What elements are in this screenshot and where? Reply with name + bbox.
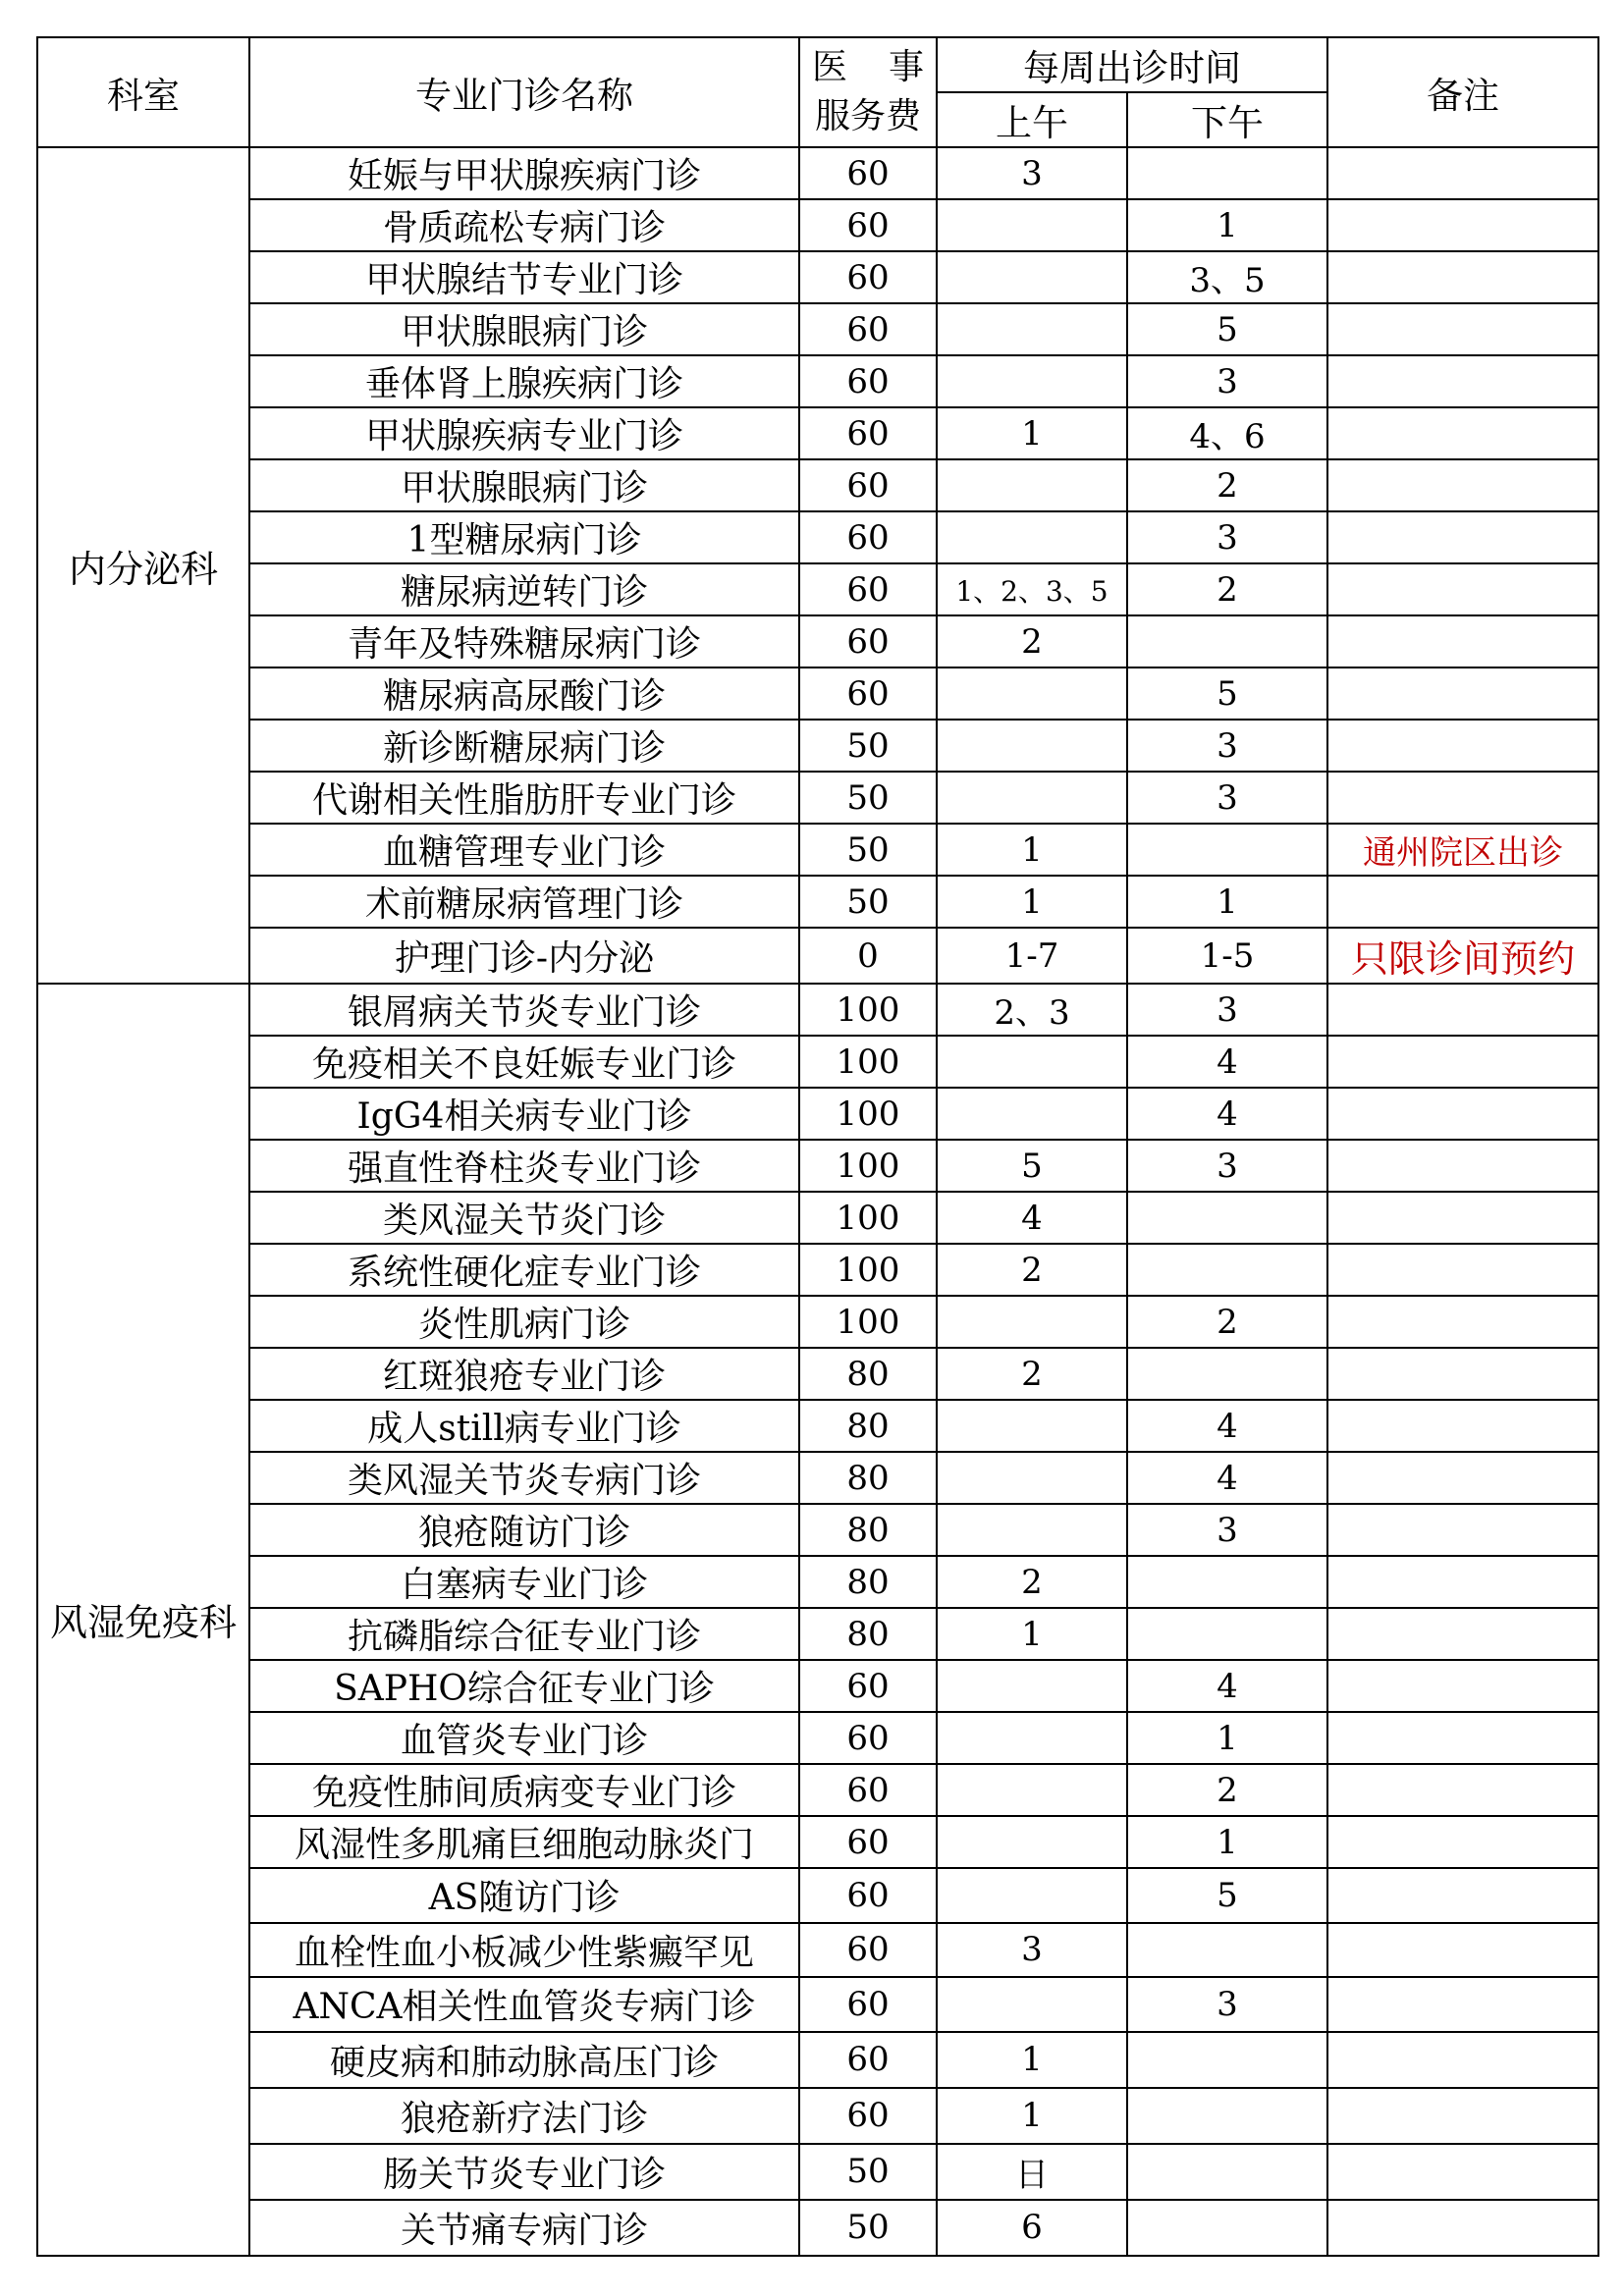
service-fee-cell: 50 [799,720,937,772]
clinic-name-cell: 银屑病关节炎专业门诊 [249,984,799,1036]
morning-cell: 5 [937,1140,1127,1192]
table-row [37,407,1598,459]
morning-cell: 日 [937,2144,1127,2200]
service-fee-cell: 60 [799,563,937,615]
service-fee-cell: 60 [799,147,937,199]
afternoon-cell: 3 [1127,984,1327,1036]
table-row [37,1504,1598,1556]
clinic-schedule-table [36,36,1599,2257]
note-cell [1327,720,1598,772]
service-fee-cell: 60 [799,1660,937,1712]
morning-cell: 6 [937,2200,1127,2256]
note-cell [1327,1660,1598,1712]
table-row [37,667,1598,720]
table-row [37,824,1598,876]
service-fee-cell: 60 [799,1868,937,1923]
morning-cell: 1 [937,407,1127,459]
clinic-name-cell: 青年及特殊糖尿病门诊 [249,615,799,667]
note-cell [1327,1400,1598,1452]
table-row [37,615,1598,667]
service-fee-cell: 100 [799,1140,937,1192]
clinic-name-cell: 系统性硬化症专业门诊 [249,1244,799,1296]
service-fee-cell: 50 [799,876,937,928]
afternoon-cell: 5 [1127,667,1327,720]
morning-cell [937,303,1127,355]
afternoon-cell: 4、6 [1127,407,1327,459]
table-row [37,355,1598,407]
morning-cell [937,1296,1127,1348]
morning-cell [937,1036,1127,1088]
afternoon-cell [1127,615,1327,667]
service-fee-cell: 60 [799,459,937,511]
clinic-name-cell: 护理门诊-内分泌 [249,928,799,984]
table-row [37,984,1598,1036]
morning-cell [937,459,1127,511]
service-fee-cell: 60 [799,1712,937,1764]
service-fee-cell: 60 [799,1923,937,1978]
note-cell [1327,2144,1598,2200]
morning-cell: 4 [937,1192,1127,1244]
note-cell [1327,407,1598,459]
morning-cell: 1、2、3、5 [937,563,1127,615]
afternoon-cell: 4 [1127,1088,1327,1140]
morning-cell: 2、3 [937,984,1127,1036]
table-row [37,1816,1598,1868]
note-cell [1327,147,1598,199]
table-row [37,1764,1598,1816]
clinic-name-cell: 新诊断糖尿病门诊 [249,720,799,772]
morning-cell [937,1816,1127,1868]
clinic-name-cell: 骨质疏松专病门诊 [249,199,799,251]
header-note: 备注 [1327,37,1598,147]
table-row [37,1348,1598,1400]
note-cell [1327,1036,1598,1088]
service-fee-cell: 50 [799,2200,937,2256]
service-fee-cell: 60 [799,2032,937,2088]
note-cell [1327,303,1598,355]
afternoon-cell: 2 [1127,459,1327,511]
table-row [37,2200,1598,2256]
clinic-name-cell: 1型糖尿病门诊 [249,511,799,563]
note-cell [1327,1764,1598,1816]
clinic-name-cell: IgG4相关病专业门诊 [249,1088,799,1140]
table-row [37,1868,1598,1923]
morning-cell: 1 [937,1608,1127,1660]
morning-cell [937,1660,1127,1712]
service-fee-cell: 60 [799,251,937,303]
service-fee-cell: 80 [799,1556,937,1608]
note-cell [1327,459,1598,511]
morning-cell [937,1452,1127,1504]
service-fee-cell: 60 [799,511,937,563]
afternoon-cell: 4 [1127,1400,1327,1452]
service-fee-cell: 100 [799,984,937,1036]
morning-cell: 2 [937,615,1127,667]
table-row [37,1192,1598,1244]
note-cell [1327,1923,1598,1978]
table-row [37,251,1598,303]
clinic-name-cell: 免疫性肺间质病变专业门诊 [249,1764,799,1816]
service-fee-cell: 60 [799,407,937,459]
note-cell [1327,199,1598,251]
note-cell [1327,876,1598,928]
table-row [37,511,1598,563]
table-row [37,2144,1598,2200]
morning-cell: 2 [937,1244,1127,1296]
note-cell [1327,2200,1598,2256]
clinic-name-cell: 红斑狼疮专业门诊 [249,1348,799,1400]
clinic-name-cell: 血管炎专业门诊 [249,1712,799,1764]
table-row [37,1556,1598,1608]
service-fee-cell: 80 [799,1504,937,1556]
service-fee-cell: 80 [799,1452,937,1504]
morning-cell [937,720,1127,772]
table-row [37,772,1598,824]
header-fee-line2: 服务费 [814,96,921,136]
note-cell: 通州院区出诊 [1327,824,1598,876]
afternoon-cell: 1 [1127,1816,1327,1868]
note-cell [1327,1504,1598,1556]
clinic-name-cell: 糖尿病逆转门诊 [249,563,799,615]
clinic-name-cell: 垂体肾上腺疾病门诊 [249,355,799,407]
note-cell [1327,1977,1598,2032]
afternoon-cell [1127,2032,1327,2088]
note-cell [1327,1140,1598,1192]
morning-cell [937,1400,1127,1452]
clinic-name-cell: 强直性脊柱炎专业门诊 [249,1140,799,1192]
clinic-name-cell: 免疫相关不良妊娠专业门诊 [249,1036,799,1088]
table-row [37,928,1598,984]
afternoon-cell [1127,2200,1327,2256]
service-fee-cell: 60 [799,2088,937,2144]
note-cell [1327,563,1598,615]
clinic-name-cell: 术前糖尿病管理门诊 [249,876,799,928]
afternoon-cell: 3 [1127,1504,1327,1556]
afternoon-cell: 4 [1127,1452,1327,1504]
morning-cell: 1-7 [937,928,1127,984]
table-row [37,1977,1598,2032]
table-row [37,459,1598,511]
table-body [37,147,1598,2256]
header-morning: 上午 [937,92,1127,147]
service-fee-cell: 100 [799,1244,937,1296]
service-fee-cell: 60 [799,199,937,251]
morning-cell [937,1504,1127,1556]
header-fee-line1b: 事 [888,47,924,87]
table-row [37,1923,1598,1978]
service-fee-cell: 60 [799,355,937,407]
afternoon-cell: 1-5 [1127,928,1327,984]
note-cell [1327,1712,1598,1764]
table-row [37,2032,1598,2088]
service-fee-cell: 100 [799,1192,937,1244]
service-fee-cell: 60 [799,615,937,667]
afternoon-cell: 5 [1127,303,1327,355]
note-cell [1327,355,1598,407]
note-cell [1327,615,1598,667]
morning-cell: 2 [937,1348,1127,1400]
clinic-name-cell: AS随访门诊 [249,1868,799,1923]
note-cell [1327,1088,1598,1140]
clinic-name-cell: 狼疮随访门诊 [249,1504,799,1556]
clinic-name-cell: 代谢相关性脂肪肝专业门诊 [249,772,799,824]
table-row [37,876,1598,928]
service-fee-cell: 60 [799,1816,937,1868]
table-row [37,2088,1598,2144]
service-fee-cell: 80 [799,1400,937,1452]
afternoon-cell: 5 [1127,1868,1327,1923]
clinic-name-cell: SAPHO综合征专业门诊 [249,1660,799,1712]
clinic-name-cell: 肠关节炎专业门诊 [249,2144,799,2200]
afternoon-cell: 1 [1127,199,1327,251]
table-row [37,1608,1598,1660]
afternoon-cell: 3 [1127,1977,1327,2032]
table-row [37,1244,1598,1296]
header-service-fee [799,37,937,147]
note-cell [1327,1608,1598,1660]
header-afternoon: 下午 [1127,92,1327,147]
clinic-name-cell: 妊娠与甲状腺疾病门诊 [249,147,799,199]
afternoon-cell: 2 [1127,563,1327,615]
department-cell: 风湿免疫科 [37,984,249,2256]
table-row [37,1660,1598,1712]
morning-cell: 1 [937,2088,1127,2144]
afternoon-cell: 2 [1127,1296,1327,1348]
note-cell [1327,1868,1598,1923]
table-row [37,563,1598,615]
morning-cell: 1 [937,2032,1127,2088]
service-fee-cell: 60 [799,667,937,720]
afternoon-cell [1127,1556,1327,1608]
note-cell [1327,2088,1598,2144]
service-fee-cell: 100 [799,1296,937,1348]
department-cell: 内分泌科 [37,147,249,984]
table-row [37,1712,1598,1764]
clinic-name-cell: 血糖管理专业门诊 [249,824,799,876]
morning-cell [937,1088,1127,1140]
note-cell: 只限诊间预约 [1327,928,1598,984]
table-row [37,1296,1598,1348]
morning-cell [937,1764,1127,1816]
morning-cell: 1 [937,876,1127,928]
header-weekly-schedule: 每周出诊时间 [937,37,1327,92]
morning-cell [937,1712,1127,1764]
afternoon-cell: 3 [1127,355,1327,407]
service-fee-cell: 50 [799,2144,937,2200]
service-fee-cell: 60 [799,1764,937,1816]
morning-cell [937,251,1127,303]
note-cell [1327,1556,1598,1608]
table-row [37,720,1598,772]
morning-cell: 1 [937,824,1127,876]
clinic-name-cell: 糖尿病高尿酸门诊 [249,667,799,720]
clinic-name-cell: 硬皮病和肺动脉高压门诊 [249,2032,799,2088]
clinic-name-cell: 成人still病专业门诊 [249,1400,799,1452]
service-fee-cell: 80 [799,1348,937,1400]
header-clinic-name: 专业门诊名称 [249,37,799,147]
clinic-name-cell: 风湿性多肌痛巨细胞动脉炎门 [249,1816,799,1868]
note-cell [1327,2032,1598,2088]
afternoon-cell: 4 [1127,1660,1327,1712]
service-fee-cell: 100 [799,1088,937,1140]
header-fee-line1a: 医 [812,47,848,87]
note-cell [1327,984,1598,1036]
afternoon-cell: 2 [1127,1764,1327,1816]
service-fee-cell: 50 [799,772,937,824]
clinic-name-cell: 类风湿关节炎门诊 [249,1192,799,1244]
service-fee-cell: 60 [799,1977,937,2032]
afternoon-cell [1127,1608,1327,1660]
afternoon-cell: 3 [1127,1140,1327,1192]
clinic-name-cell: ANCA相关性血管炎专病门诊 [249,1977,799,2032]
table-row [37,199,1598,251]
note-cell [1327,1244,1598,1296]
service-fee-cell: 50 [799,824,937,876]
table-row [37,1140,1598,1192]
morning-cell [937,1977,1127,2032]
afternoon-cell: 1 [1127,876,1327,928]
afternoon-cell: 3 [1127,772,1327,824]
service-fee-cell: 100 [799,1036,937,1088]
morning-cell: 3 [937,1923,1127,1978]
clinic-name-cell: 抗磷脂综合征专业门诊 [249,1608,799,1660]
service-fee-cell: 80 [799,1608,937,1660]
afternoon-cell [1127,1192,1327,1244]
afternoon-cell: 3 [1127,720,1327,772]
table-row [37,1400,1598,1452]
note-cell [1327,1296,1598,1348]
morning-cell [937,772,1127,824]
morning-cell [937,1868,1127,1923]
clinic-name-cell: 白塞病专业门诊 [249,1556,799,1608]
table-row [37,1036,1598,1088]
note-cell [1327,1348,1598,1400]
morning-cell [937,667,1127,720]
note-cell [1327,1816,1598,1868]
note-cell [1327,251,1598,303]
morning-cell [937,355,1127,407]
afternoon-cell [1127,2088,1327,2144]
clinic-name-cell: 甲状腺结节专业门诊 [249,251,799,303]
clinic-name-cell: 狼疮新疗法门诊 [249,2088,799,2144]
morning-cell: 3 [937,147,1127,199]
afternoon-cell [1127,1244,1327,1296]
afternoon-cell: 3、5 [1127,251,1327,303]
note-cell [1327,667,1598,720]
note-cell [1327,1452,1598,1504]
afternoon-cell: 1 [1127,1712,1327,1764]
table-row [37,147,1598,199]
clinic-name-cell: 关节痛专病门诊 [249,2200,799,2256]
morning-cell [937,511,1127,563]
clinic-name-cell: 血栓性血小板减少性紫癜罕见 [249,1923,799,1978]
clinic-name-cell: 甲状腺疾病专业门诊 [249,407,799,459]
clinic-name-cell: 类风湿关节炎专病门诊 [249,1452,799,1504]
header-dept: 科室 [37,37,249,147]
clinic-name-cell: 甲状腺眼病门诊 [249,459,799,511]
service-fee-cell: 60 [799,303,937,355]
table-row [37,1452,1598,1504]
afternoon-cell [1127,824,1327,876]
table-row [37,1088,1598,1140]
table-row [37,303,1598,355]
morning-cell [937,199,1127,251]
afternoon-cell [1127,147,1327,199]
service-fee-cell: 0 [799,928,937,984]
note-cell [1327,1192,1598,1244]
clinic-name-cell: 炎性肌病门诊 [249,1296,799,1348]
afternoon-cell: 4 [1127,1036,1327,1088]
note-cell [1327,511,1598,563]
morning-cell: 2 [937,1556,1127,1608]
afternoon-cell [1127,2144,1327,2200]
clinic-name-cell: 甲状腺眼病门诊 [249,303,799,355]
afternoon-cell [1127,1348,1327,1400]
note-cell [1327,772,1598,824]
afternoon-cell: 3 [1127,511,1327,563]
afternoon-cell [1127,1923,1327,1978]
